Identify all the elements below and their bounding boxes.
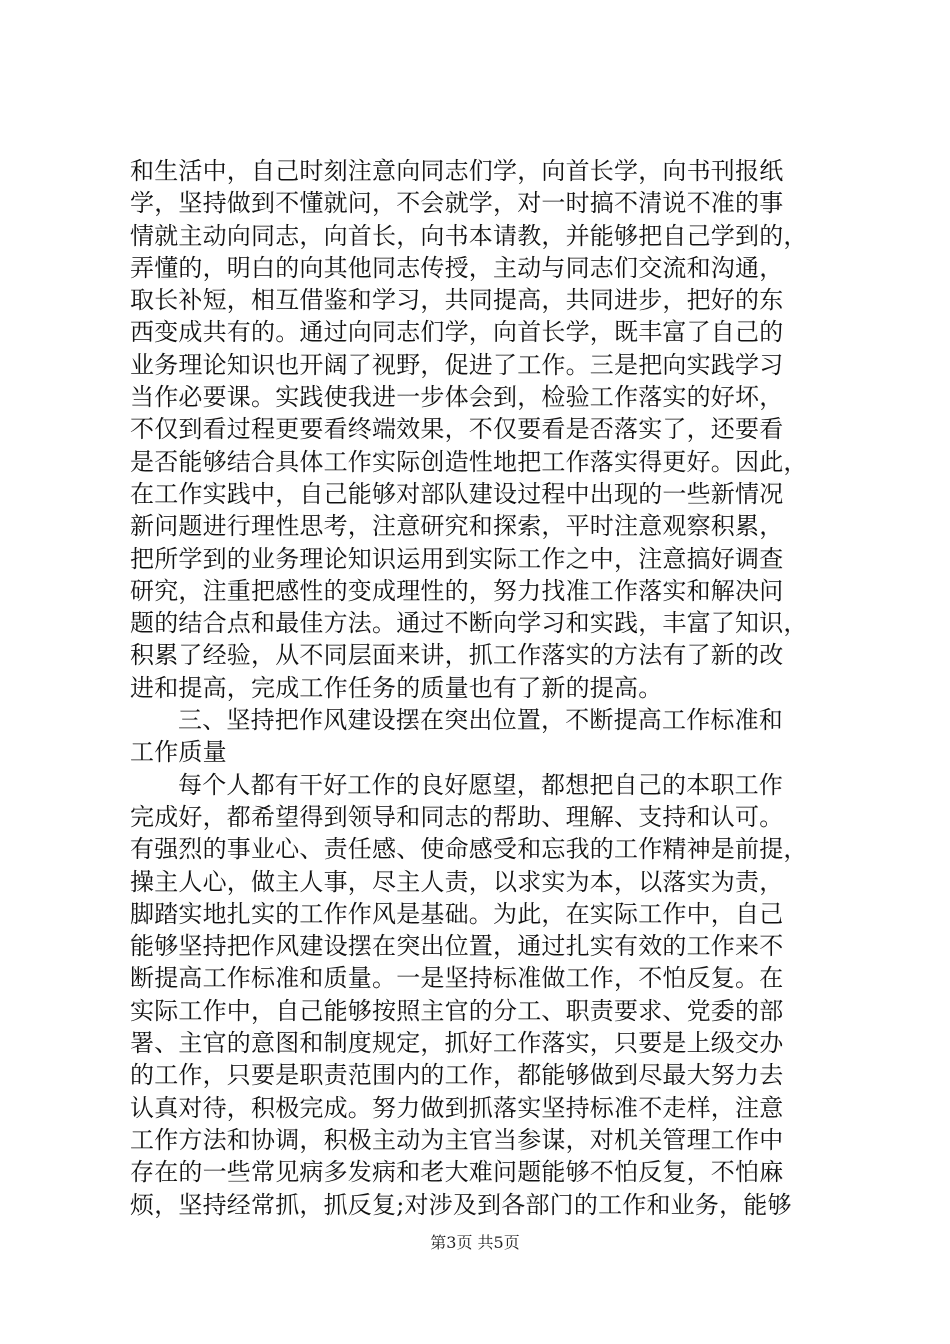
text-line: 不仅到看过程更要看终端效果，不仅要看是否落实了，还要看 <box>130 415 784 444</box>
text-line: 积累了经验，从不同层面来讲，抓工作落实的方法有了新的改 <box>130 641 784 670</box>
text-line: 的工作，只要是职责范围内的工作，都能够做到尽最大努力去 <box>130 1061 784 1090</box>
paragraph-start: 每个人都有干好工作的良好愿望，都想把自己的本职工作 <box>178 770 783 799</box>
text-line: 西变成共有的。通过向同志们学，向首长学，既丰富了自己的 <box>130 318 784 347</box>
page-number-footer: 第3页 共5页 <box>430 1233 520 1252</box>
text-line: 把所学到的业务理论知识运用到实际工作之中，注意搞好调查 <box>130 544 784 573</box>
text-line: 进和提高，完成工作任务的质量也有了新的提高。 <box>130 673 663 702</box>
text-line: 脚踏实地扎实的工作作风是基础。为此，在实际工作中，自己 <box>130 899 784 928</box>
text-line: 完成好，都希望得到领导和同志的帮助、理解、支持和认可。 <box>130 802 784 831</box>
section-heading-continued: 工作质量 <box>130 738 227 767</box>
body-text <box>130 155 830 1221</box>
text-line: 操主人心，做主人事，尽主人责，以求实为本，以落实为责， <box>130 867 784 896</box>
text-line: 弄懂的，明白的向其他同志传授，主动与同志们交流和沟通， <box>130 253 784 282</box>
text-line: 断提高工作标准和质量。一是坚持标准做工作，不怕反复。在 <box>130 964 784 993</box>
text-line: 在工作实践中，自己能够对部队建设过程中出现的一些新情况 <box>130 479 784 508</box>
text-line: 题的结合点和最佳方法。通过不断向学习和实践，丰富了知识， <box>130 609 808 638</box>
text-line: 实际工作中，自己能够按照主官的分工、职责要求、党委的部 <box>130 996 784 1025</box>
text-line: 工作方法和协调，积极主动为主官当参谋，对机关管理工作中 <box>130 1125 784 1154</box>
text-line: 有强烈的事业心、责任感、使命感受和忘我的工作精神是前提， <box>130 835 808 864</box>
text-line: 当作必要课。实践使我进一步体会到，检验工作落实的好坏， <box>130 383 784 412</box>
text-line: 是否能够结合具体工作实际创造性地把工作落实得更好。因此， <box>130 447 808 476</box>
text-line: 取长补短，相互借鉴和学习，共同提高，共同进步，把好的东 <box>130 286 784 315</box>
text-line: 存在的一些常见病多发病和老大难问题能够不怕反复，不怕麻 <box>130 1158 784 1187</box>
text-line: 情就主动向同志，向首长，向书本请教，并能够把自己学到的， <box>130 221 808 250</box>
text-line: 新问题进行理性思考，注意研究和探索，平时注意观察积累， <box>130 512 784 541</box>
text-line: 署、主官的意图和制度规定，抓好工作落实，只要是上级交办 <box>130 1029 784 1058</box>
text-line: 研究，注重把感性的变成理性的，努力找准工作落实和解决问 <box>130 576 784 605</box>
text-line: 和生活中，自己时刻注意向同志们学，向首长学，向书刊报纸 <box>130 157 784 185</box>
text-line: 烦，坚持经常抓，抓反复;对涉及到各部门的工作和业务，能够 <box>130 1190 792 1219</box>
text-line: 认真对待，积极完成。努力做到抓落实坚持标准不走样，注意 <box>130 1093 784 1122</box>
text-line: 学，坚持做到不懂就问，不会就学，对一时搞不清说不准的事 <box>130 189 784 218</box>
text-line: 能够坚持把作风建设摆在突出位置，通过扎实有效的工作来不 <box>130 932 784 961</box>
text-line: 业务理论知识也开阔了视野，促进了工作。三是把向实践学习 <box>130 350 784 379</box>
section-heading: 三、坚持把作风建设摆在突出位置，不断提高工作标准和 <box>178 706 783 735</box>
